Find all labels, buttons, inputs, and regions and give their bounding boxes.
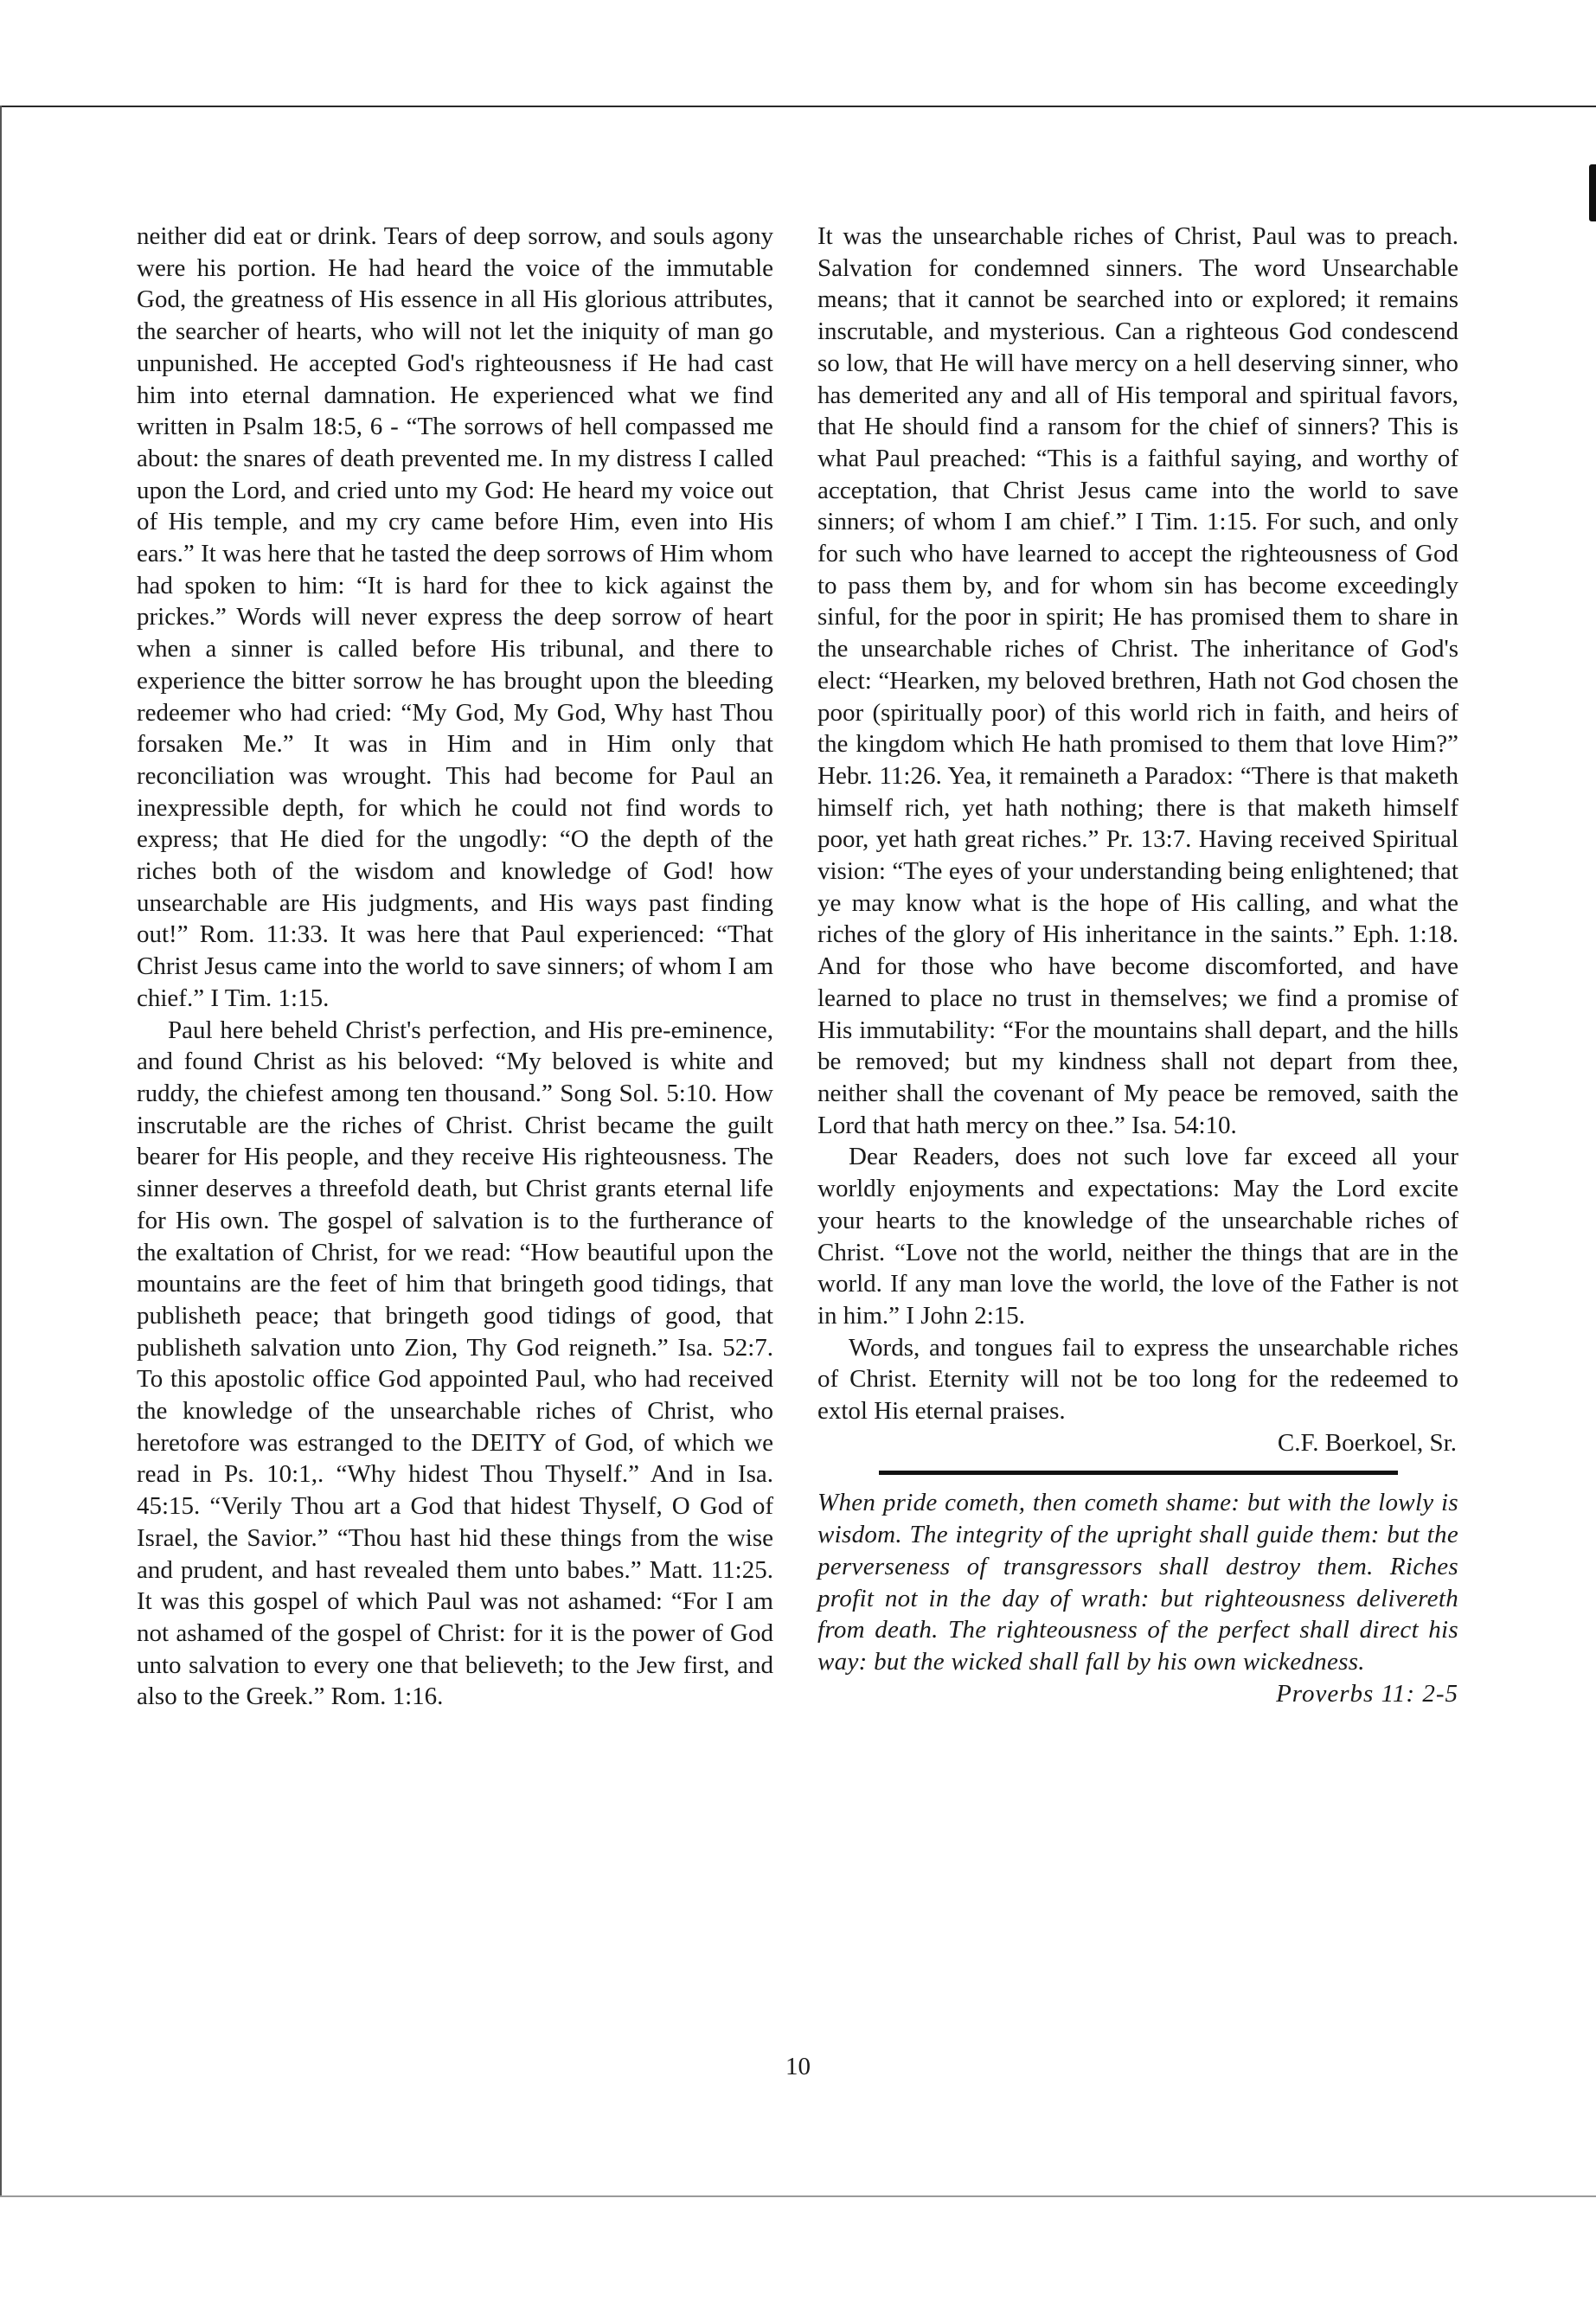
scan-edge-top	[0, 106, 1596, 107]
proverb-quote: When pride cometh, then cometh shame: but with the lowly is wisdom. The integrity of the upright shall guide them: but the perverseness of transgressors shall destroy them. Riches profit not in the day of wrath: but righteousness delivereth from death. The righteousness of the perfect shall direct his way: but the wicked shall fall by his own wickedness.	[817, 1489, 1458, 1676]
scan-edge-bottom	[0, 2195, 1596, 2197]
article-paragraph: It was the unsearchable riches of Christ, Paul was to preach. Salvation for condemned sinners. The word Unsearchable means; that it cannot be searched into or explored; it remains inscrutable, and mysterious. Can a righteous God condescend so low, that He will have mercy on a hell deserving sinner, who has demerited any and all of His temporal and spiritual favors, that He should find a ransom for the chief of sinners? This is what Paul preached: “This is a faithful saying, and worthy of acceptation, that Christ Jesus came into the world to save sinners; of whom I am chief.” I Tim. 1:15. For such, and only for such who have learned to accept the righteousness of God to pass them by, and for whom sin has become exceedingly sinful, for the poor in spirit; He has promised them to share in the unsearchable riches of Christ. The inheritance of God's elect: “Hearken, my beloved brethren, Hath not God chosen the poor (spiritually poor) of this world rich in faith, and heirs of the kingdom which He hath promised to them that love Him?” Hebr. 11:26. Yea, it remaineth a Paradox: “There is that maketh himself rich, yet hath nothing; there is that maketh himself poor, yet hath great riches.” Pr. 13:7. Having received Spiritual vision: “The eyes of your understanding being enlightened; that ye may know what is the hope of His calling, and what the riches of the glory of His inheritance in the saints.” Eph. 1:18. And for those who have become discomforted, and have learned to place no trust in themselves; we find a promise of His immutability: “For the mountains shall depart, and the hills be removed; but my kindness shall not depart from thee, neither shall the covenant of My peace be removed, saith the Lord that hath mercy on thee.” Isa. 54:10.	[817, 222, 1458, 1139]
scan-edge-left	[0, 106, 2, 2197]
proverb-reference: Proverbs 11: 2-5	[1276, 1679, 1458, 1708]
page-number: 10	[785, 2053, 811, 2080]
article-paragraph: neither did eat or drink. Tears of deep sorrow, and souls agony were his portion. He had heard the voice of the immutable God, the greatness of His essence in all His glorious attributes, the searcher of hearts, who will not let the iniquity of man go unpunished. He accepted God's righteousness if He had cast him into eternal damnation. He experienced what we find written in Psalm 18:5, 6 - “The sorrows of hell compassed me about: the snares of death prevented me. In my distress I called upon the Lord, and cried unto my God: He heard my voice out of His temple, and my cry came before Him, even into His ears.” It was here that he tasted the deep sorrows of Him whom had spoken to him: “It is hard for thee to kick against the prickes.” Words will never express the deep sorrow of heart when a sinner is called before His tribunal, and there to experience the bitter sorrow he has brought upon the bleeding redeemer who had cried: “My God, My God, Why hast Thou forsaken Me.” It was in Him and in Him only that reconciliation was wrought. This had become for Paul an inexpressible depth, for which he could not find words to express; that He died for the ungodly: “O the depth of the riches both of the wisdom and knowledge of God! how unsearchable are His judgments, and His ways past finding out!” Rom. 11:33. It was here that Paul experienced: “That Christ Jesus came into the world to save sinners; of whom I am chief.” I Tim. 1:15.	[137, 222, 773, 1012]
section-divider	[879, 1471, 1398, 1475]
article-paragraph: Paul here beheld Christ's perfection, and His pre-eminence, and found Christ as his beloved: “My beloved is white and ruddy, the chiefest among ten thousand.” Song Sol. 5:10. How inscrutable are the riches of Christ. Christ became the guilt bearer for His people, and they receive His righteousness. The sinner deserves a threefold death, but Christ grants eternal life for His own. The gospel of salvation is to the furtherance of the exaltation of Christ, for we read: “How beautiful upon the mountains are the feet of him that bringeth good tidings, that publisheth peace; that bringeth good tidings of good, that publisheth salvation unto Zion, Thy God reigneth.” Isa. 52:7. To this apostolic office God appointed Paul, who had received the knowledge of the unsearchable riches of Christ, who heretofore was estranged to the DEITY of God, of which we read in Ps. 10:1,. “Why hidest Thou Thyself.” And in Isa. 45:15. “Verily Thou art a God that hidest Thyself, O God of Israel, the Savior.” “Thou hast hid these things from the wise and prudent, and hast revealed them unto babes.” Matt. 11:25. It was this gospel of which Paul was not ashamed: “For I am not ashamed of the gospel of Christ: for it is the power of God unto salvation to every one that believeth; to the Jew first, and also to the Greek.” Rom. 1:16.	[137, 1016, 773, 1711]
right-column	[817, 221, 1458, 1709]
scan-mark	[1589, 164, 1596, 221]
left-column	[137, 221, 773, 1713]
article-paragraph: Dear Readers, does not such love far exceed all your worldly enjoyments and expectations: May the Lord excite your hearts to the knowledge of the unsearchable riches of Christ. “Love not the world, neither the things that are in the world. If any man love the world, the love of the Father is not in him.” I John 2:15.	[817, 1143, 1458, 1330]
article-paragraph: Words, and tongues fail to express the unsearchable riches of Christ. Eternity will not be too long for the redeemed to extol His eternal praises.	[817, 1333, 1458, 1426]
author-signature: C.F. Boerkoel, Sr.	[1277, 1428, 1457, 1457]
